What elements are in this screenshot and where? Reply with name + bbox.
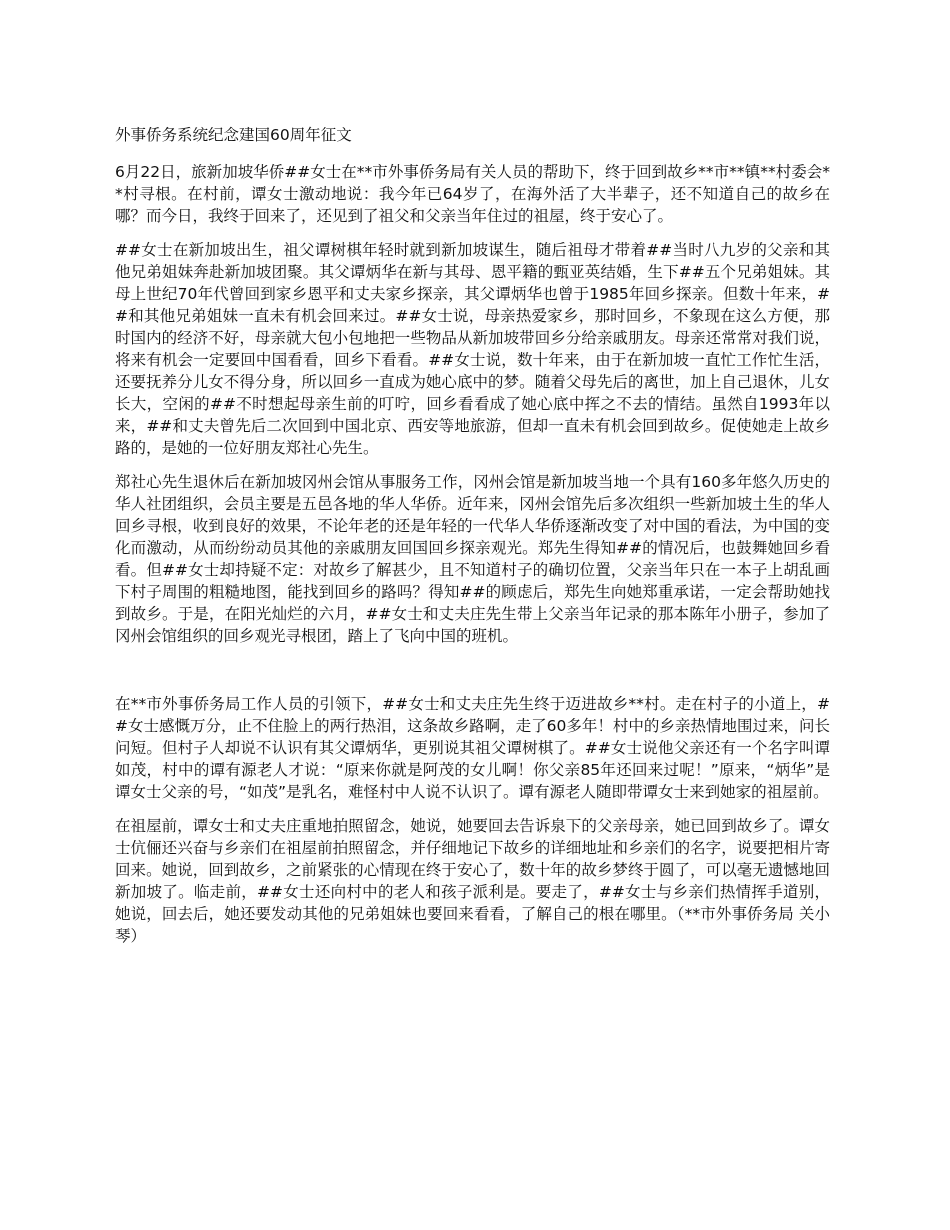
document-title: 外事侨务系统纪念建国60周年征文: [115, 126, 352, 144]
paragraph-2: ##女士在新加坡出生，祖父谭树棋年轻时就到新加坡谋生，随后祖母才带着##当时八九岁的父亲和其他兄弟姐妹奔赴新加坡团聚。其父谭炳华在新与其母、恩平籍的甄亚英结婚，生下##五个兄弟姐妹。其母上世纪70年代曾回到家乡恩平和丈夫家乡探亲，其父谭炳华也曾于1985年回乡探亲。但数十年来，##和其他兄弟姐妹一直未有机会回来过。##女士说，母亲热爱家乡，那时回乡，不象现在这么方便，那时国内的经济不好，母亲就大包小包地把一些物品从新加坡带回乡分给亲戚朋友。母亲还常常对我们说，将来有机会一定要回中国看看，回乡下看看。##女士说，数十年来，由于在新加坡一直忙工作忙生活，还要抚养分儿女不得分身，所以回乡一直成为她心底中的梦。随着父母先后的离世，加上自己退休，儿女长大，空闲的##不时想起母亲生前的叮咛，回乡看看成了她心底中挥之不去的情结。虽然自1993年以来，##和丈夫曾先后二次回到中国北京、西安等地旅游，但却一直未有机会回到故乡。促使她走上故乡路的，是她的一位好朋友郑社心先生。: [115, 241, 830, 457]
paragraph-4: 在**市外事侨务局工作人员的引领下，##女士和丈夫庄先生终于迈进故乡**村。走在村子的小道上，##女士感慨万分，止不住脸上的两行热泪，这条故乡路啊，走了60多年！村中的乡亲热情地围过来，问长问短。但村子人却说不认识有其父谭炳华，更别说其祖父谭树棋了。##女士说他父亲还有一个名字叫谭如茂，村中的谭有源老人才说：“原来你就是阿茂的女儿啊！你父亲85年还回来过呢！”原来，“炳华”是谭女士父亲的号，“如茂”是乳名，难怪村中人说不认识了。谭有源老人随即带谭女士来到她家的祖屋前。: [115, 695, 830, 801]
section-gap: [115, 659, 830, 693]
paragraph-5: 在祖屋前，谭女士和丈夫庄重地拍照留念，她说，她要回去告诉泉下的父亲母亲，她已回到故乡了。谭女士伉俪还兴奋与乡亲们在祖屋前拍照留念，并仔细地记下故乡的详细地址和乡亲们的名字，说要把相片寄回来。她说，回到故乡，之前紧张的心情现在终于安心了，数十年的故乡梦终于圆了，可以毫无遗憾地回新加坡了。临走前，##女士还向村中的老人和孩子派利是。要走了，##女士与乡亲们热情挥手道别，她说，回去后，她还要发动其他的兄弟姐妹也要回来看看，了解自己的根在哪里。（**市外事侨务局 关小琴）: [115, 817, 830, 945]
paragraph-1: 6月22日，旅新加坡华侨##女士在**市外事侨务局有关人员的帮助下，终于回到故乡**市**镇**村委会**村寻根。在村前，谭女士激动地说：我今年已64岁了，在海外活了大半辈子，还不知道自己的故乡在哪？而今日，我终于回来了，还见到了祖父和父亲当年住过的祖屋，终于安心了。: [115, 163, 830, 225]
paragraph-3: 郑社心先生退休后在新加坡冈州会馆从事服务工作，冈州会馆是新加坡当地一个具有160多年悠久历史的华人社团组织，会员主要是五邑各地的华人华侨。近年来，冈州会馆先后多次组织一些新加坡土生的华人回乡寻根，收到良好的效果，不论年老的还是年轻的一代华人华侨逐渐改变了对中国的看法，为中国的变化而激动，从而纷纷动员其他的亲戚朋友回国回乡探亲观光。郑先生得知##的情况后，也鼓舞她回乡看看。但##女士却持疑不定：对故乡了解甚少，且不知道村子的确切位置，父亲当年只在一本子上胡乱画下村子周围的粗糙地图，能找到回乡的路吗？得知##的顾虑后，郑先生向她郑重承诺，一定会帮助她找到故乡。于是，在阳光灿烂的六月，##女士和丈夫庄先生带上父亲当年记录的那本陈年小册子，参加了冈州会馆组织的回乡观光寻根团，踏上了飞向中国的班机。: [115, 473, 830, 645]
document-page: [115, 124, 830, 959]
